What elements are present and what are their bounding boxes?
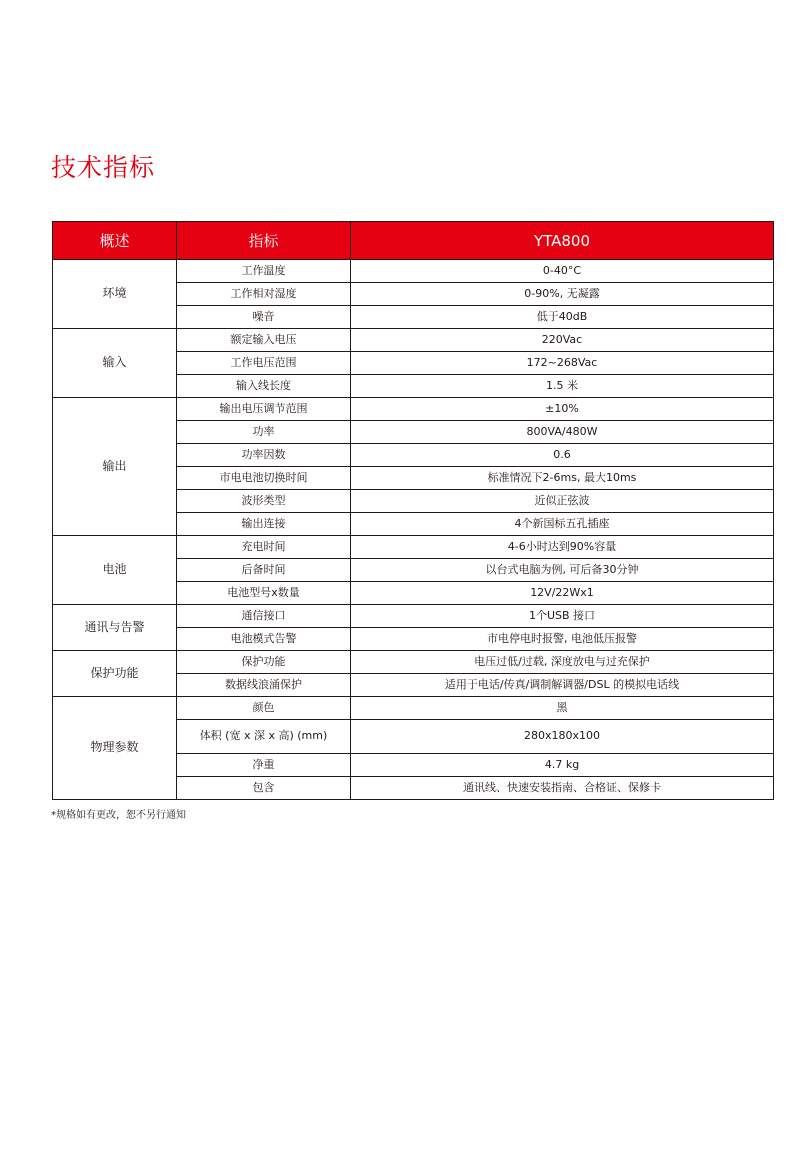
category-cell: 保护功能 bbox=[53, 651, 177, 697]
spec-table bbox=[52, 221, 774, 800]
table-row bbox=[53, 536, 774, 559]
spec-label: 电池型号x数量 bbox=[177, 582, 351, 605]
table-row bbox=[53, 398, 774, 421]
header-overview: 概述 bbox=[53, 222, 177, 260]
spec-value: 220Vac bbox=[351, 329, 774, 352]
spec-value: 280x180x100 bbox=[351, 720, 774, 754]
table-row bbox=[53, 697, 774, 720]
spec-value: 4个新国标五孔插座 bbox=[351, 513, 774, 536]
spec-label: 颜色 bbox=[177, 697, 351, 720]
spec-value: 标准情况下2-6ms, 最大10ms bbox=[351, 467, 774, 490]
spec-value: 1.5 米 bbox=[351, 375, 774, 398]
spec-value: 0.6 bbox=[351, 444, 774, 467]
spec-label: 输出连接 bbox=[177, 513, 351, 536]
category-cell: 电池 bbox=[53, 536, 177, 605]
category-cell: 通讯与告警 bbox=[53, 605, 177, 651]
spec-label: 通信接口 bbox=[177, 605, 351, 628]
spec-label: 电池模式告警 bbox=[177, 628, 351, 651]
header-spec: 指标 bbox=[177, 222, 351, 260]
table-row bbox=[53, 651, 774, 674]
spec-label: 工作电压范围 bbox=[177, 352, 351, 375]
spec-value: 0-90%, 无凝露 bbox=[351, 283, 774, 306]
spec-label: 体积 (宽 x 深 x 高) (mm) bbox=[177, 720, 351, 754]
spec-value: 通讯线、快速安装指南、合格证、保修卡 bbox=[351, 777, 774, 800]
category-cell: 输入 bbox=[53, 329, 177, 398]
spec-value: 172~268Vac bbox=[351, 352, 774, 375]
spec-label: 工作相对湿度 bbox=[177, 283, 351, 306]
page-title: 技术指标 bbox=[51, 153, 156, 182]
spec-label: 保护功能 bbox=[177, 651, 351, 674]
category-cell: 物理参数 bbox=[53, 697, 177, 800]
category-cell: 环境 bbox=[53, 260, 177, 329]
spec-label: 包含 bbox=[177, 777, 351, 800]
spec-label: 额定输入电压 bbox=[177, 329, 351, 352]
spec-value: 4.7 kg bbox=[351, 754, 774, 777]
spec-label: 功率 bbox=[177, 421, 351, 444]
spec-label: 净重 bbox=[177, 754, 351, 777]
footnote: *规格如有更改，恕不另行通知 bbox=[51, 810, 186, 821]
spec-label: 噪音 bbox=[177, 306, 351, 329]
spec-label: 充电时间 bbox=[177, 536, 351, 559]
spec-value: 1个USB 接口 bbox=[351, 605, 774, 628]
spec-value: 电压过低/过载, 深度放电与过充保护 bbox=[351, 651, 774, 674]
spec-value: 4-6小时达到90%容量 bbox=[351, 536, 774, 559]
header-model: YTA800 bbox=[351, 222, 774, 260]
spec-value: 近似正弦波 bbox=[351, 490, 774, 513]
spec-value: 低于40dB bbox=[351, 306, 774, 329]
spec-label: 输入线长度 bbox=[177, 375, 351, 398]
spec-label: 输出电压调节范围 bbox=[177, 398, 351, 421]
table-row bbox=[53, 329, 774, 352]
spec-label: 后备时间 bbox=[177, 559, 351, 582]
spec-value: ±10% bbox=[351, 398, 774, 421]
spec-label: 工作温度 bbox=[177, 260, 351, 283]
spec-label: 功率因数 bbox=[177, 444, 351, 467]
category-cell: 输出 bbox=[53, 398, 177, 536]
spec-value: 黑 bbox=[351, 697, 774, 720]
spec-value: 适用于电话/传真/调制解调器/DSL 的模拟电话线 bbox=[351, 674, 774, 697]
spec-value: 以台式电脑为例, 可后备30分钟 bbox=[351, 559, 774, 582]
spec-label: 波形类型 bbox=[177, 490, 351, 513]
spec-label: 数据线浪涌保护 bbox=[177, 674, 351, 697]
spec-value: 800VA/480W bbox=[351, 421, 774, 444]
table-header-row bbox=[53, 222, 774, 260]
spec-label: 市电电池切换时间 bbox=[177, 467, 351, 490]
table-row bbox=[53, 260, 774, 283]
table-row bbox=[53, 605, 774, 628]
spec-value: 市电停电时报警, 电池低压报警 bbox=[351, 628, 774, 651]
spec-value: 0-40°C bbox=[351, 260, 774, 283]
spec-value: 12V/22Wx1 bbox=[351, 582, 774, 605]
